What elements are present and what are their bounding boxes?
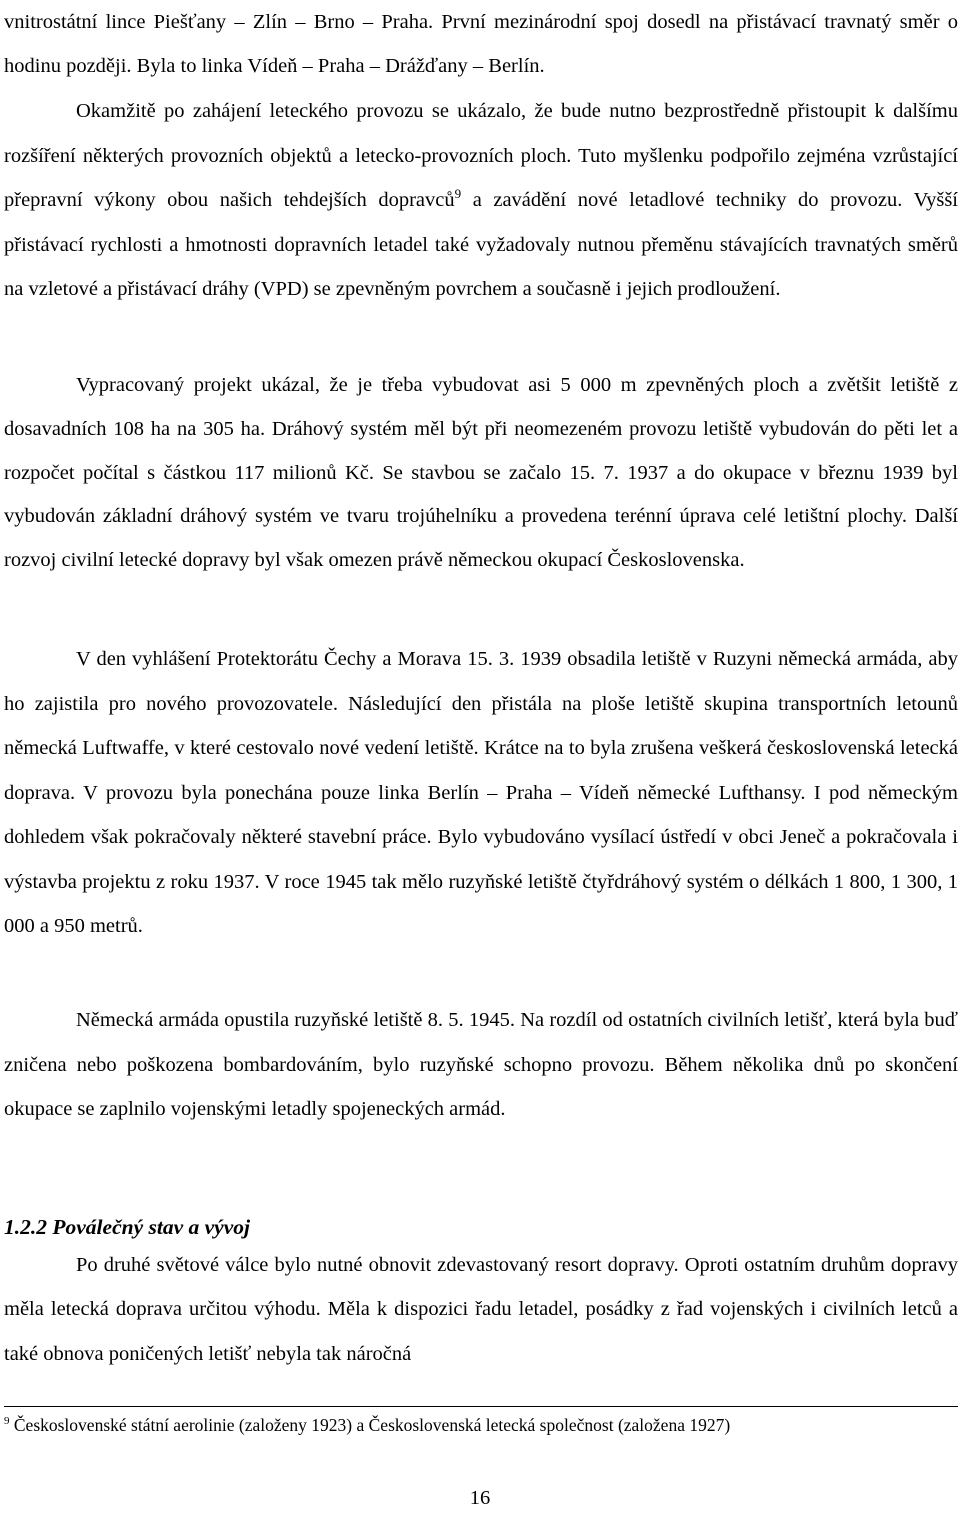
paragraph-4-text: V den vyhlášení Protektorátu Čechy a Morava 15. 3. 1939 obsadila letiště v Ruzyni německá armáda, aby ho zajistila pro nového provozovatele. Následující den přistála na ploše letiště skupina transportních letounů německá Luftwaffe, v které cestovalo nové vedení letiště. Krátce na to byla zrušena veškerá československá letecká doprava. V provozu byla ponechána pouze linka Berlín – Praha – Vídeň německé Lufthansy. I pod německým dohledem však pokračovaly některé stavební práce. Bylo vybudováno vysílací ústředí v obci Jeneč a pokračovala i výstavba projektu z roku 1937. V roce 1945 tak mělo ruzyňské letiště čtyřdráhový systém o délkách 1 800, 1 300, 1 000 a 950 metrů. [4, 648, 958, 937]
paragraph-3 [4, 364, 958, 583]
paragraph-4 [4, 637, 958, 949]
paragraph-3-text: Vypracovaný projekt ukázal, že je třeba vybudovat asi 5 000 m zpevněných ploch a zvětšit letiště z dosavadních 108 ha na 305 ha. Dráhový systém měl být při neomezeném provozu letiště vybudován do pěti let a rozpočet počítal s částkou 117 milionů Kč. Se stavbou se začalo 15. 7. 1937 a do okupace v březnu 1939 byl vybudován základní dráhový systém ve tvaru trojúhelníku a provedena terénní úprava celé letištní plochy. Další rozvoj civilní letecké dopravy byl však omezen právě německou okupací Československa. [4, 374, 958, 572]
paragraph-5-text: Německá armáda opustila ruzyňské letiště 8. 5. 1945. Na rozdíl od ostatních civilních letišť, která byla buď zničena nebo poškozena bombardováním, bylo ruzyňské schopno provozu. Během několika dnů po skončení okupace se zaplnilo vojenskými letadly spojeneckých armád. [4, 1009, 958, 1121]
paragraph-2-text-b: a zavádění nové letadlové techniky do provozu. Vyšší přistávací rychlosti a hmotnosti dopravních letadel také vyžadovaly nutnou přeměnu stávajících travnatých směrů na vzletové a přistávací dráhy (VPD) se zpevněným povrchem a současně i jejich prodloužení. [4, 189, 958, 301]
paragraph-2 [4, 89, 958, 312]
paragraph-2-text-a: Okamžitě po zahájení leteckého provozu se ukázalo, že bude nutno bezprostředně přistoupit k dalšímu rozšíření některých provozních objektů a letecko-provozních ploch. Tuto myšlenku podpořilo zejména vzrůstající přepravní výkony obou našich tehdejších dopravců [4, 100, 958, 212]
paragraph-6 [4, 1243, 958, 1376]
paragraph-6-text: Po druhé světové válce bylo nutné obnovit zdevastovaný resort dopravy. Oproti ostatním druhům dopravy měla letecká doprava určitou výhodu. Měla k dispozici řadu letadel, posádky z řad vojenských i civilních letců a také obnova poničených letišť nebyla tak náročná [4, 1254, 958, 1365]
page-number: 16 [469, 1487, 491, 1509]
footnote-marker: 9 [4, 1415, 10, 1428]
section-number: 1.2.2 [4, 1215, 47, 1239]
paragraph-5 [4, 998, 958, 1132]
paragraph-1 [4, 0, 958, 88]
footnote-text: Československé státní aerolinie (založeny 1923) a Československá letecká společnost (založena 1927) [13, 1415, 731, 1435]
footnote [4, 1408, 958, 1442]
section-title: Poválečný stav a vývoj [52, 1215, 250, 1239]
footnote-reference[interactable]: 9 [454, 186, 462, 202]
paragraph-1-text: vnitrostátní lince Piešťany – Zlín – Brno – Praha. První mezinárodní spoj dosedl na přistávací travnatý směr o hodinu později. Byla to linka Vídeň – Praha – Drážďany – Berlín. [4, 11, 958, 77]
footnote-divider [4, 1406, 958, 1407]
